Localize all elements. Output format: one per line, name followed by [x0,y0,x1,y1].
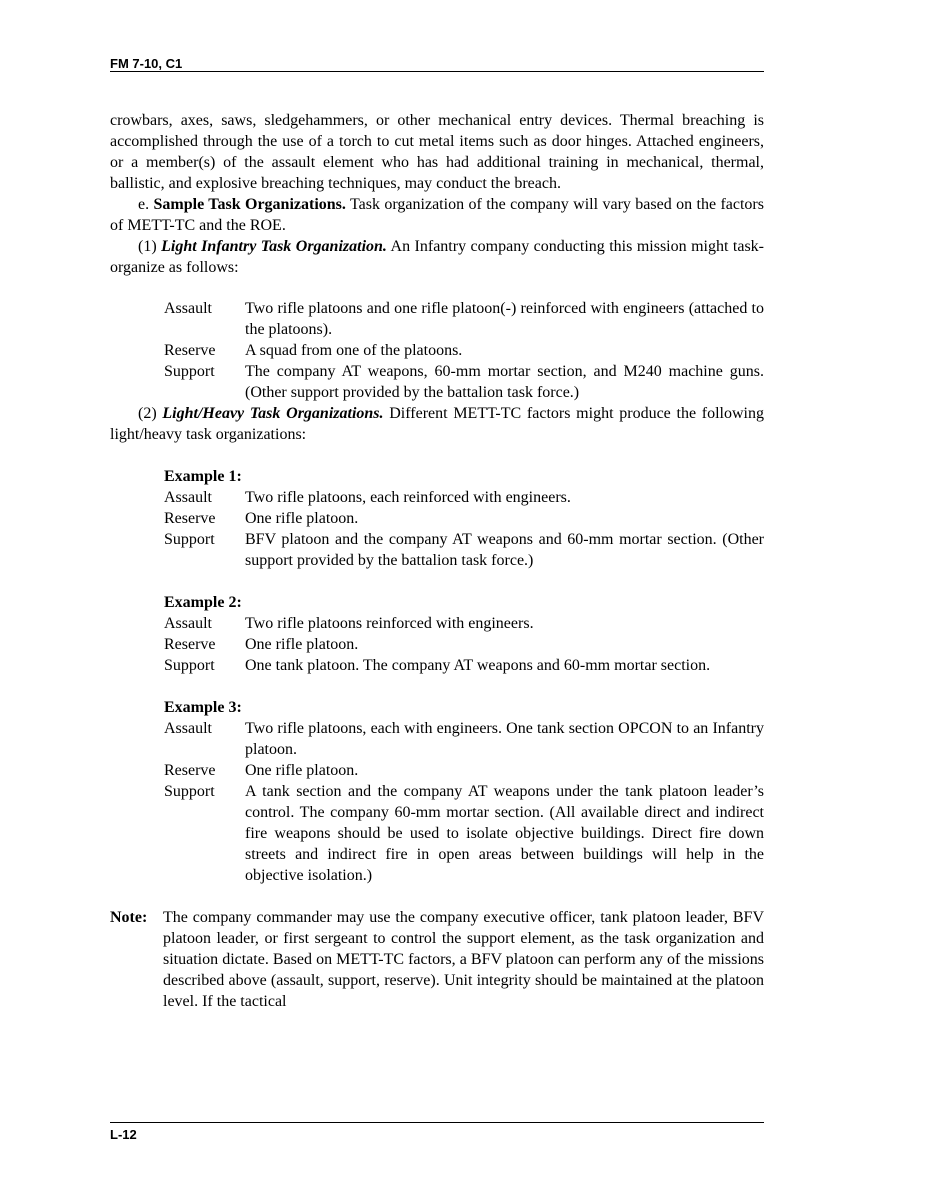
org-label: Assault [164,720,212,737]
org-text: One rifle platoon. [245,636,359,653]
section-e-prefix: e. [138,196,154,213]
subsection-1-paragraph [110,236,764,278]
example-title: Example 2: [164,594,242,611]
footer-rule [110,1122,764,1123]
org-text: Two rifle platoons, each reinforced with engineers. [245,489,571,506]
org-row-reserve [164,508,764,529]
org-label: Assault [164,615,212,632]
org-row-reserve [164,760,764,781]
org-row-reserve [164,340,764,361]
org-text: One tank platoon. The company AT weapons and 60-mm mortar section. [245,657,711,674]
subsection-2-text: Different METT-TC factors might produce the following light/heavy task organizations: [110,405,765,443]
org-row-support [164,361,764,403]
org-label: Reserve [164,636,216,653]
org-row-assault [164,613,764,634]
note-label: Note: [110,909,148,926]
intro-paragraph: crowbars, axes, saws, sledgehammers, or other mechanical entry devices. Thermal breaching is accomplished through the use of a torch to cut metal items such as door hinges. Attached engineers, or a member(s) of the assault element who has had additional training in mechanical, thermal, ballistic, and explosive breaching techniques, may conduct the breach. [110,112,764,192]
section-e-text: Task organization of the company will vary based on the factors of METT-TC and the ROE. [110,196,764,234]
org-label: Support [164,783,215,800]
subsection-2-prefix: (2) [138,405,163,422]
org-label: Assault [164,489,212,506]
section-e-heading: Sample Task Organizations. [153,196,346,213]
note-text: The company commander may use the company executive officer, tank platoon leader, BFV platoon leader, or first sergeant to control the support element, as the task organization and situation dictate. Based on METT-TC factors, a BFV platoon can perform any of the missions described above (assault, support, reserve). Unit integrity should be maintained at the platoon level. If the tactical [163,909,764,1010]
subsection-1-text: An Infantry company conducting this mission might task-organize as follows: [110,238,765,276]
org-label: Assault [164,300,212,317]
subsection-1-heading: Light Infantry Task Organization. [161,238,387,255]
org-text: Two rifle platoons reinforced with engineers. [245,615,534,632]
org-text: One rifle platoon. [245,510,359,527]
note-block [110,907,764,1012]
org-row-assault [164,718,764,760]
example-1 [164,466,764,571]
org-row-support [164,655,764,676]
org-row-reserve [164,634,764,655]
subsection-2-paragraph [110,403,764,445]
page-body [110,110,764,1012]
org-text: The company AT weapons, 60-mm mortar section, and M240 machine guns. (Other support provided by the battalion task force.) [245,363,764,401]
running-header: FM 7-10, C1 [110,56,183,71]
example-title: Example 1: [164,468,242,485]
org-row-support [164,781,764,886]
page-number: L-12 [110,1127,137,1142]
org-label: Reserve [164,762,216,779]
org-label: Support [164,363,215,380]
org-text: A tank section and the company AT weapons under the tank platoon leader’s control. The company 60-mm mortar section. (All available direct and indirect fire weapons should be used to isolate objective buildings. Direct fire down streets and indirect fire in open areas between buildings will help in the objective isolation.) [245,783,764,884]
org-row-assault [164,487,764,508]
example-title: Example 3: [164,699,242,716]
org-text: Two rifle platoons, each with engineers. One tank section OPCON to an Infantry platoon. [245,720,764,758]
subsection-1-prefix: (1) [138,238,162,255]
subsection-2-heading: Light/Heavy Task Organizations. [162,405,384,422]
org-row-assault [164,298,764,340]
org-label: Reserve [164,510,216,527]
org-text: A squad from one of the platoons. [245,342,463,359]
org-text: Two rifle platoons and one rifle platoon(-) reinforced with engineers (attached to the platoons). [245,300,764,338]
org-label: Support [164,657,215,674]
example-2 [164,592,764,676]
light-infantry-task-organization [164,298,764,403]
org-row-support [164,529,764,571]
header-rule [110,71,764,72]
example-3 [164,697,764,886]
org-label: Reserve [164,342,216,359]
section-e-paragraph [110,194,764,236]
org-label: Support [164,531,215,548]
org-text: One rifle platoon. [245,762,359,779]
org-text: BFV platoon and the company AT weapons and 60-mm mortar section. (Other support provided by the battalion task force.) [245,531,764,569]
